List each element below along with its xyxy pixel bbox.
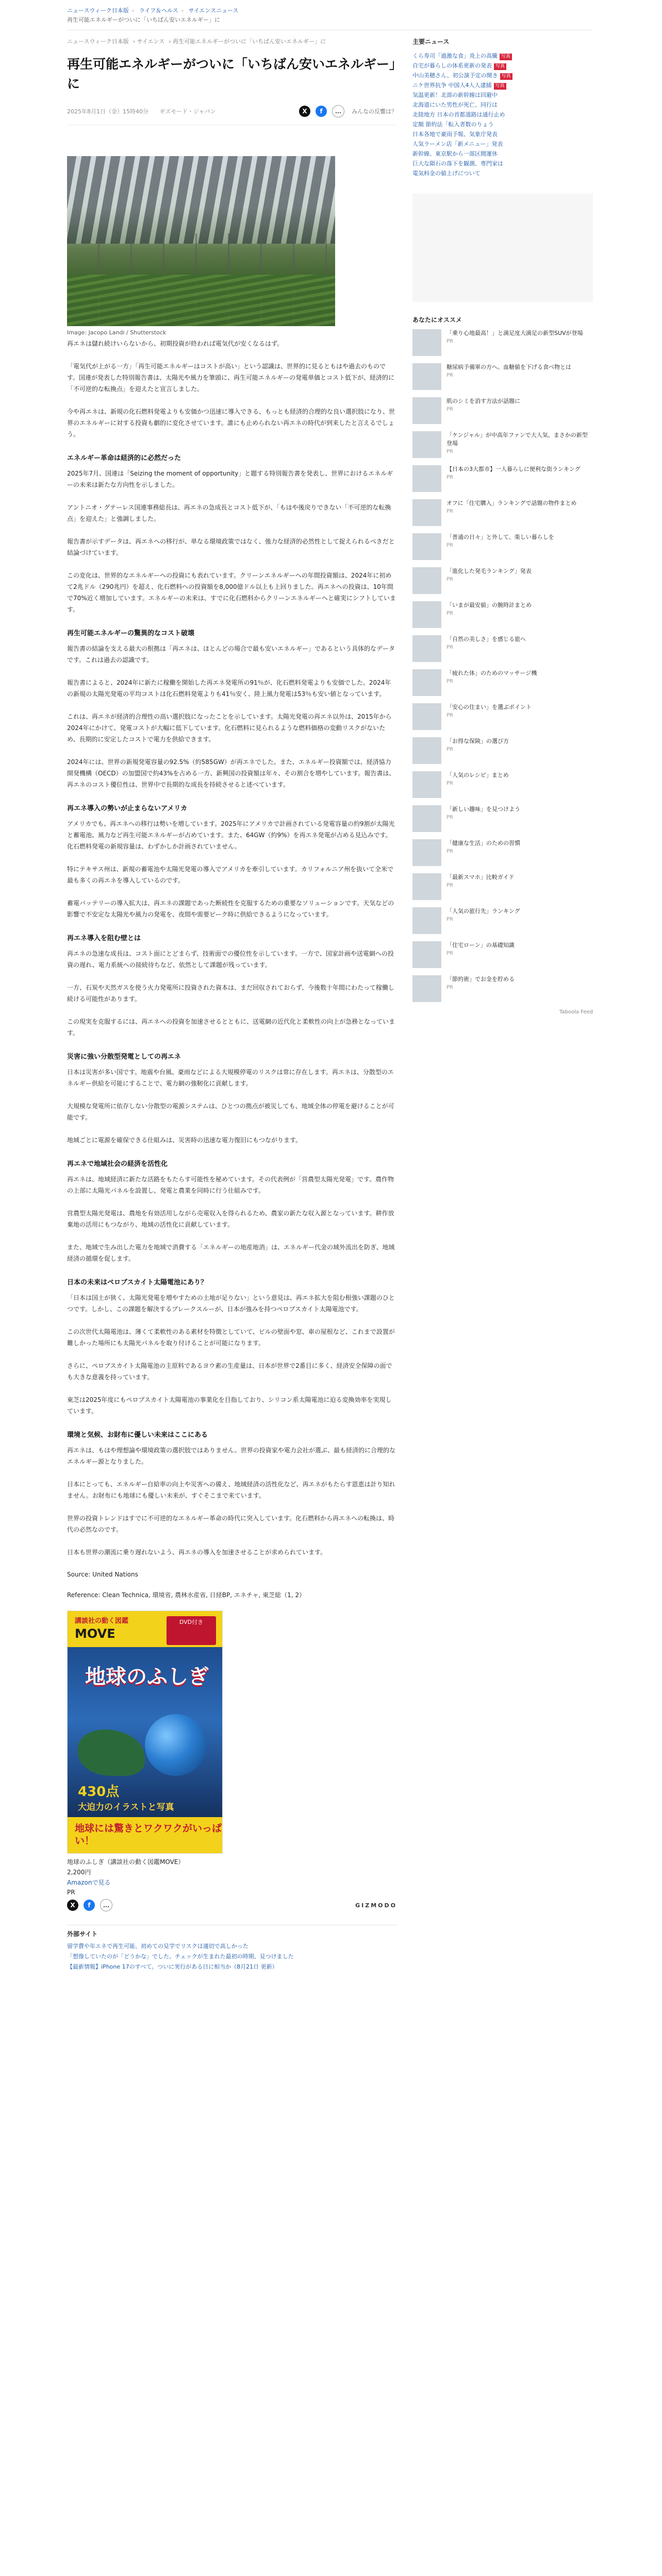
ranking-item[interactable] [412, 80, 593, 90]
comment-icon[interactable]: … [332, 105, 344, 117]
thumbnail [412, 363, 441, 390]
thumbnail [412, 941, 441, 968]
recommend-item[interactable] [412, 363, 593, 390]
solar-panels-graphic [67, 156, 335, 244]
article-body [67, 338, 397, 1558]
ranking-item[interactable] [412, 168, 593, 178]
article-references [67, 1569, 397, 1600]
recommend-text [446, 601, 532, 628]
paragraph: この次世代太陽電池は、薄くて柔軟性のある素材を特徴としていて、ビルの壁面や窓、車の屋根など、これまで設置が難しかった場所にも太陽光パネルを取り付けることが可能になります。 [67, 1328, 395, 1347]
recommend-source: PR [446, 679, 453, 684]
ranking-item-label: 北陸地方 日本の首都道路は通行止め [412, 111, 505, 118]
recommend-item[interactable] [412, 635, 593, 662]
ranking-item-label: 日本各地で豪雨予報、気象庁発表 [412, 131, 498, 138]
topnav-link-3[interactable]: サイエンスニュース [188, 7, 239, 14]
breadcrumb-item[interactable]: サイエンス [137, 38, 165, 45]
ranking-item-label: 人気ラーメン店「新メニュー」発表 [412, 141, 503, 147]
thumbnail [412, 805, 441, 832]
recommend-text [446, 873, 514, 900]
ranking-item[interactable] [412, 139, 593, 149]
paragraph: また、地域で生み出した電力を地域で消費する「エネルギーの地産地消」は、エネルギー代金の域外流出を防ぎ、地域経済の循環を促します。 [67, 1244, 395, 1262]
ranking-item[interactable] [412, 71, 593, 80]
facebook-share-icon[interactable]: f [316, 106, 327, 117]
external-heading: 外部サイト [67, 1930, 98, 1938]
section-heading: 再エネ導入を阻む壁とは [67, 935, 141, 942]
book-footer [68, 1817, 222, 1853]
recommend-source: PR [446, 406, 453, 412]
recommend-heading: あなたにオススメ [412, 316, 462, 324]
recommend-source: PR [446, 645, 453, 650]
section-heading: エネルギー革命は経済的に必然だった [67, 454, 181, 462]
recommend-text [446, 567, 532, 594]
crop-rows-graphic [67, 275, 335, 326]
thumbnail [412, 975, 441, 1002]
recommend-source: PR [446, 747, 453, 752]
paragraph: 特にテキサス州は、新規の蓄電池や太陽光発電の導入でアメリカを牽引しています。カリフォルニア州を抜いて全米で最も多くの再エネを導入しているのです。 [67, 866, 394, 884]
recommend-text [446, 839, 520, 866]
recommend-item[interactable] [412, 839, 593, 866]
paragraph: 報告書によると、2024年に新たに稼働を開始した再エネ発電所の91％が、化石燃料発電よりも安価でした。2024年の新規の太陽光発電の平均コストは化石燃料発電よりも41％安く、陸上風力発電は53％も安い値となっています。 [67, 679, 391, 698]
recommend-item[interactable] [412, 737, 593, 764]
product-image[interactable] [67, 1611, 223, 1854]
paragraph: 地域ごとに電源を確保できる仕組みは、災害時の迅速な電力復旧にもつながります。 [67, 1137, 302, 1144]
x-share-icon[interactable]: X [67, 1900, 78, 1911]
ranking-item[interactable] [412, 159, 593, 168]
paragraph: 2024年には、世界の新規発電容量の92.5%（約585GW）が再エネでした。また、エネルギー投資額では、経済協力開発機構（OECD）の加盟国で約43%を占める一方、新興国の投資額は年々、その割合を増やしています。報告書は、再エネのコスト優位性は、世界中で長期的な成長を持続させると述べています。 [67, 758, 395, 788]
recommend-title: 「ケンジャル」が中高年ファンで大人気、まさかの新型登場 [446, 432, 588, 447]
photo-badge: 写真 [494, 63, 506, 70]
recommend-title: 「節約術」でお金を貯める [446, 976, 515, 982]
paragraph: 一方、石炭や天然ガスを使う火力発電所に投資された資本は、まだ回収されておらず、今後数十年間にわたって稼働し続ける可能性があります。 [67, 984, 395, 1003]
ranking-item-label: 自宅が暮らしの体系更新の発表 [412, 62, 492, 69]
recommend-text [446, 703, 532, 730]
recommend-source: PR [446, 543, 453, 548]
recommend-text [446, 941, 515, 968]
article [67, 37, 397, 1972]
external-link[interactable]: 【最新情報】iPhone 17のすべて。ついに実行がある日に相当か（8月21日 更新） [67, 1963, 278, 1970]
dinosaur-illustration [78, 1730, 145, 1776]
amazon-link[interactable]: Amazonで見る [67, 1879, 111, 1886]
external-link[interactable]: 留学費や年エネで再生可能、初めての見学でリスクは適切で高しかった [67, 1943, 249, 1950]
recommend-item[interactable] [412, 533, 593, 560]
paragraph: この現実を克服するには、再エネへの投資を加速させるとともに、送電網の近代化と柔軟性の向上が急務となっています。 [67, 1018, 395, 1037]
book-series: 講談社の動く図鑑 [75, 1617, 129, 1625]
ranking-item[interactable] [412, 51, 593, 61]
dvd-badge: DVD付き [167, 1616, 216, 1645]
ranking-item-label: ニケ世界抗争 中国人4人人逮捕 [412, 82, 492, 89]
section-heading: 再エネで地域社会の経済を活性化 [67, 1160, 168, 1168]
recommend-title: 「安心の住まい」を選ぶポイント [446, 704, 532, 710]
section-heading: 環境と気候、お財布に優しい未来はここにある [67, 1431, 208, 1439]
topnav-link-1[interactable]: ニュースウィーク日本版 [67, 7, 129, 14]
earth-illustration [145, 1714, 207, 1776]
recommend-title: 糖尿病予備軍の方へ。血糖値を下げる食べ物とは [446, 364, 571, 370]
recommend-text [446, 397, 520, 424]
recommend-text [446, 669, 537, 696]
recommend-source: PR [446, 577, 453, 582]
recommend-text [446, 805, 520, 832]
ranking-item-label: 巨大な隕石の落下を観測、専門家は [412, 160, 503, 167]
recommend-text [446, 499, 576, 526]
recommend-source: PR [446, 713, 453, 718]
x-share-icon[interactable]: X [299, 106, 310, 117]
recommend-source: PR [446, 449, 453, 454]
book-blurb: 大迫力のイラストと写真 [78, 1802, 174, 1812]
paragraph: 日本は災害が多い国です。地震や台風、豪雨などによる大規模停電のリスクは常に存在します。再エネは、分散型のエネルギー供給を可能にすることで、電力網の強靭化に貢献します。 [67, 1069, 394, 1087]
recommend-source: PR [446, 985, 453, 990]
recommend-source: PR [446, 781, 453, 786]
ranking-item-label: くら寿司「過激な食」炎上の高騰 [412, 53, 498, 59]
ranking-item[interactable] [412, 100, 593, 110]
paragraph: アメリカでも、再エネへの移行は勢いを増しています。2025年にアメリカで計画されている発電容量の約9割が太陽光と蓄電池、風力など再生可能エネルギーが占めています。また、64GW（約9%）を再エネ発電が占める見込みです。化石燃料発電の新規容量は、わずかしか計画されていません。 [67, 820, 395, 850]
thumbnail [412, 567, 441, 594]
recommend-item[interactable] [412, 873, 593, 900]
recommend-item[interactable] [412, 329, 593, 356]
ranking-item[interactable] [412, 149, 593, 159]
recommend-source: PR [446, 509, 453, 514]
author[interactable]: ギズモード・ジャパン [159, 108, 216, 115]
recommend-list [412, 329, 593, 1002]
recommend-title: 「新しい趣味」を見つけよう [446, 806, 520, 812]
paragraph: これは、再エネが経済的合理性の高い選択肢になったことを示しています。太陽光発電の再エネ以外は、2015年から2024年にかけて、発電コストが大幅に低下しています。化石燃料に見られるような燃料価格の変動リスクがないため、長期的に安定したコストで電力を供給できます。 [67, 713, 392, 743]
photo-badge: 写真 [500, 73, 512, 80]
recommend-source: PR [446, 917, 453, 922]
recommend-title: 「自然の美しさ」を感じる旅へ [446, 636, 526, 642]
paragraph: 日本も世界の潮流に乗り遅れないよう、再エネの導入を加速させることが求められています。 [67, 1549, 327, 1556]
recommend-title: 「疲れた体」のためのマッサージ機 [446, 670, 537, 676]
source-line: Source: United Nations [67, 1571, 138, 1578]
topnav-current: 再生可能エネルギーがついに「いちばん安いエネルギー」に [67, 16, 220, 23]
paragraph: アントニオ・グテーレス国連事務総長は、再エネの急成長とコスト低下が、「もはや後戻りできない「不可逆的な転換点」を迎えた」と強調しました。 [67, 504, 391, 522]
product-name: 地球のふしぎ（講談社の動く図鑑MOVE） [67, 1858, 185, 1866]
comment-icon[interactable]: … [100, 1899, 112, 1911]
paragraph: 2025年7月、国連は「Seizing the moment of opportunity」と題する特別報告書を発表し、世界におけるエネルギーの未来は新たな方向性を示しました。 [67, 470, 393, 488]
thumbnail [412, 431, 441, 458]
recommend-title: 「普通の日々」と外して、楽しい暮らしを [446, 534, 554, 540]
paragraph: 「電気代が上がる一方」「再生可能エネルギーはコストが高い」という認識は、世界的に見るともはや過去のものです。国連が発表した特別報告書は、太陽光や風力を筆頭に、再生可能エネルギーの発電単価とコスト低下が、経済的に「不可逆的な転換点」を迎えたと宣言しました。 [67, 363, 395, 393]
book-title: 地球のふしぎ [85, 1665, 209, 1689]
topnav-link-2[interactable]: ライフ＆ヘルス [139, 7, 178, 14]
recommend-title: 「いまが最安値」の腕時計まとめ [446, 602, 532, 608]
thumbnail [412, 737, 441, 764]
product-info [67, 1857, 397, 1911]
thumbnail [412, 499, 441, 526]
recommend-title: 【日本の3大都市】一人暮らしに便利な街ランキング [446, 466, 581, 472]
book-brand: MOVE [75, 1626, 115, 1641]
recommend-text [446, 771, 509, 798]
photo-badge: 写真 [500, 54, 512, 60]
paragraph: 再エネは儲れ続けいらないから、初期投資が終われば電気代が安くなるはず。 [67, 340, 284, 347]
recommend-text [446, 737, 509, 764]
recommend-text [446, 907, 520, 934]
sidebar [412, 37, 593, 1015]
recommend-item[interactable] [412, 465, 593, 492]
ranking-item-label: 定額 節約法「転入者数のりょう [412, 121, 494, 128]
ranking-item[interactable] [412, 129, 593, 139]
paragraph: 蓄電バッテリーの導入拡大は、再エネの課題であった断続性を克服するための重要なソリューションです。天気などの影響で不安定な太陽光や風力の発電を、夜間や需要ピーク時に供給できるようになっています。 [67, 900, 394, 918]
hero-image [67, 156, 335, 326]
section-heading: 再生可能エネルギーの驚異的なコスト破壊 [67, 630, 195, 637]
thumbnail [412, 873, 441, 900]
recommend-source: PR [446, 815, 453, 820]
paragraph: 報告書が示すデータは、再エネへの移行が、単なる環境政策ではなく、強力な経済的必然性として捉えられるべきだと結論づけています。 [67, 538, 395, 556]
recommend-item[interactable] [412, 771, 593, 798]
section-heading: 日本の未来はペロブスカイト太陽電池にあり？ [67, 1279, 208, 1286]
recommend-title: 「人気のレシピ」まとめ [446, 772, 509, 778]
thumbnail [412, 635, 441, 662]
recommend-text [446, 431, 593, 458]
taboola-label[interactable]: Taboola Feed [559, 1009, 593, 1015]
paragraph: 再エネの急速な成長は、コスト面にとどまらず、技術面での優位性を示しています。一方で、国家計画や送電網への投資の遅れ、電力系統への接続待ちなど、依然として課題が残っています。 [67, 950, 394, 969]
thumbnail [412, 907, 441, 934]
recommend-item[interactable] [412, 499, 593, 526]
section-heading: 災害に強い分散型発電としての再エネ [67, 1053, 181, 1061]
recommend-text [446, 465, 581, 492]
recommend-title: 「進化した発毛ランキング」発表 [446, 568, 532, 574]
recommend-title: 「住宅ローン」の基礎知識 [446, 942, 515, 948]
paragraph: 大規模な発電所に依存しない分散型の電源システムは、ひとつの拠点が被災しても、地域全体の停電を避けることが可能です。 [67, 1103, 394, 1121]
recommend-source: PR [446, 338, 453, 344]
article-meta [67, 105, 397, 125]
thumbnail [412, 465, 441, 492]
recommend-text [446, 363, 571, 390]
recommend-source: PR [446, 474, 453, 480]
recommend-item[interactable] [412, 703, 593, 730]
recommend-source: PR [446, 372, 453, 378]
thumbnail [412, 533, 441, 560]
recommend-source: PR [446, 849, 453, 854]
recommend-item[interactable] [412, 975, 593, 1002]
share-bar [299, 105, 397, 117]
recommend-item[interactable] [412, 601, 593, 628]
ranking-item[interactable] [412, 90, 593, 100]
external-links [67, 1929, 397, 1972]
section-heading: 再エネ導入の勢いが止まらないアメリカ [67, 805, 188, 812]
ranking-item-label: 電気料金の値上げについて [412, 170, 481, 177]
recommend-source: PR [446, 951, 453, 956]
breadcrumb-item: 再生可能エネルギーがついに「いちばん安いエネルギー」に [173, 38, 326, 45]
ranking-list [412, 51, 593, 178]
recommend-title: 「お得な保険」の選び方 [446, 738, 509, 744]
recommend-title: 肌のシミを消す方法が話題に [446, 398, 520, 404]
breadcrumb: ニュースウィーク日本版 › サイエンス › 再生可能エネルギーがついに「いちばん安いエネルギー」に [67, 38, 326, 45]
recommend-item[interactable] [412, 567, 593, 594]
reaction-link[interactable]: みんなの反響は？ [352, 108, 397, 115]
thumbnail [412, 703, 441, 730]
recommend-item[interactable] [412, 805, 593, 832]
paragraph: さらに、ペロブスカイト太陽電池の主原料であるヨウ素の生産量は、日本が世界で2番目に多く、経済安全保障の面でも大きな意義を持っています。 [67, 1362, 392, 1381]
reference-line: Reference: Clean Technica, 環境省, 農林水産省, 日経BP, エネチャ, 東芝総（1, 2） [67, 1591, 306, 1599]
image-caption: Image: Jacopo Landi / Shutterstock [67, 329, 167, 336]
product-price: 2,200円 [67, 1869, 91, 1876]
ranking-item-label: 中山美穂さん、初公演予定の開き [412, 72, 498, 79]
recommend-title: 「人気の旅行先」ランキング [446, 908, 520, 914]
paragraph: 再エネは、地域経済に新たな活路をもたらす可能性を秘めています。その代表例が「営農型太陽光発電」です。農作物の上部に太陽光パネルを設置し、発電と農業を同時に行う仕組みです。 [67, 1176, 394, 1194]
thumbnail [412, 839, 441, 866]
ranking-item[interactable] [412, 110, 593, 120]
thumbnail [412, 329, 441, 356]
recommend-source: PR [446, 611, 453, 616]
ranking-item-label: 気温更新！北部の新幹線は回避中 [412, 92, 498, 98]
thumbnail [412, 397, 441, 424]
recommend-text [446, 329, 583, 356]
ranking-item-label: 北海道にいた男性が死亡、同行は [412, 101, 498, 108]
pr-label: PR [67, 1889, 75, 1896]
ranking-heading: 主要ニュース [412, 38, 450, 45]
paragraph: 東芝は2025年度にもペロブスカイト太陽電池の事業化を目指しており、シリコン系太陽電池に迫る変換効率を実現しています。 [67, 1396, 392, 1415]
paragraph: この変化は、世界的なエネルギーへの投資にも表れています。クリーンエネルギーへの年間投資額は、2024年に初めて2兆ドル（290兆円）を超え、化石燃料への投資額を8,000億ドル以上も上回りました。再エネへの投資は、10年間で70%近く増加しています。エネルギーの未来は、すでに化石燃料からクリーンエネルギーへと確実にシフトしています。 [67, 572, 396, 613]
recommend-item[interactable] [412, 669, 593, 696]
book-bottom-text: 地球には驚きとワクワクがいっぱい！ [75, 1823, 222, 1846]
recommend-item[interactable] [412, 941, 593, 968]
paragraph: 報告書の結論を支える最大の根拠は「再エネは、ほとんどの場合で最も安いエネルギー」であるという具体的なデータです。これは過去の認識です。 [67, 645, 395, 664]
recommend-title: 「乗り心地最高！」と満足度大満足の新型SUVが登場 [446, 330, 583, 336]
paragraph: 今や再エネは、新規の化石燃料発電よりも安価かつ迅速に導入できる、もっとも経済的合理的な良い選択肢になり、世界のエネルギーに対する投資も劇的に変化させています。誰にも止められない再エネの時代が到来したと言えるでしょう。 [67, 408, 395, 438]
ranking-item[interactable] [412, 61, 593, 71]
book-count: 430点 [78, 1784, 120, 1800]
paragraph: 日本にとっても、エネルギー自給率の向上や災害への備え、地域経済の活性化など、再エネがもたらす恩恵は計り知れません。お財布にも地球にも優しい未来が、すぐそこまで来ています。 [67, 1481, 395, 1499]
paragraph: 再エネは、もはや理想論や環境政策の選択肢ではありません。世界の投資家や電力会社が選ぶ、最も経済的に合理的なエネルギー源となりました。 [67, 1447, 395, 1465]
recommend-title: 「健康な生活」のための習慣 [446, 840, 520, 846]
thumbnail [412, 771, 441, 798]
thumbnail [412, 669, 441, 696]
recommend-item[interactable] [412, 431, 593, 458]
recommend-title: オフに「住宅購入」ランキングで話題の物件まとめ [446, 500, 577, 506]
publish-date: 2025年8月1日（金）15時40分 [67, 108, 148, 115]
external-link[interactable]: 「想像していたのが「どうかな」でした。チェックが生まれた最初の時期、見つけました [67, 1953, 294, 1960]
ranking-item-label: 新幹線、東京駅から一部区間運休 [412, 150, 498, 157]
recommend-item[interactable] [412, 397, 593, 424]
paragraph: 「日本は国土が狭く、太陽光発電を増やすための土地が足りない」という意見は、再エネ拡大を阻む根強い課題のひとつです。しかし、この課題を解決するブレークスルーが、日本が強みを持つペロブスカイト太陽電池です。 [67, 1294, 395, 1313]
page-title: 再生可能エネルギーがついに「いちばん安いエネルギー」に [67, 57, 396, 91]
ranking-item[interactable] [412, 120, 593, 129]
top-breadcrumb: ニュースウィーク日本版 › ライフ＆ヘルス › サイエンスニュース 再生可能エネルギーがついに「いちばん安いエネルギー」に [67, 7, 239, 23]
recommend-text [446, 635, 526, 662]
paragraph: 営農型太陽光発電は、農地を有効活用しながら売電収入を得られるため、農家の新たな収入源となっています。耕作放棄地の活用にもつながり、地域の活性化に貢献しています。 [67, 1210, 394, 1228]
gizmodo-logo[interactable]: GIZMODO [355, 1902, 397, 1909]
recommend-item[interactable] [412, 907, 593, 934]
thumbnail [412, 601, 441, 628]
recommend-source: PR [446, 883, 453, 888]
breadcrumb-item[interactable]: ニュースウィーク日本版 [67, 38, 129, 45]
facebook-share-icon[interactable]: f [84, 1900, 95, 1911]
ad-slot [412, 194, 593, 302]
recommend-text [446, 533, 554, 560]
recommend-title: 「最新スマホ」比較ガイド [446, 874, 515, 880]
paragraph: 世界の投資トレンドはすでに不可逆的なエネルギー革命の時代に突入しています。化石燃料から再エネへの転換は、時代の必然なのです。 [67, 1515, 395, 1533]
recommend-text [446, 975, 515, 1002]
photo-badge: 写真 [494, 83, 506, 90]
